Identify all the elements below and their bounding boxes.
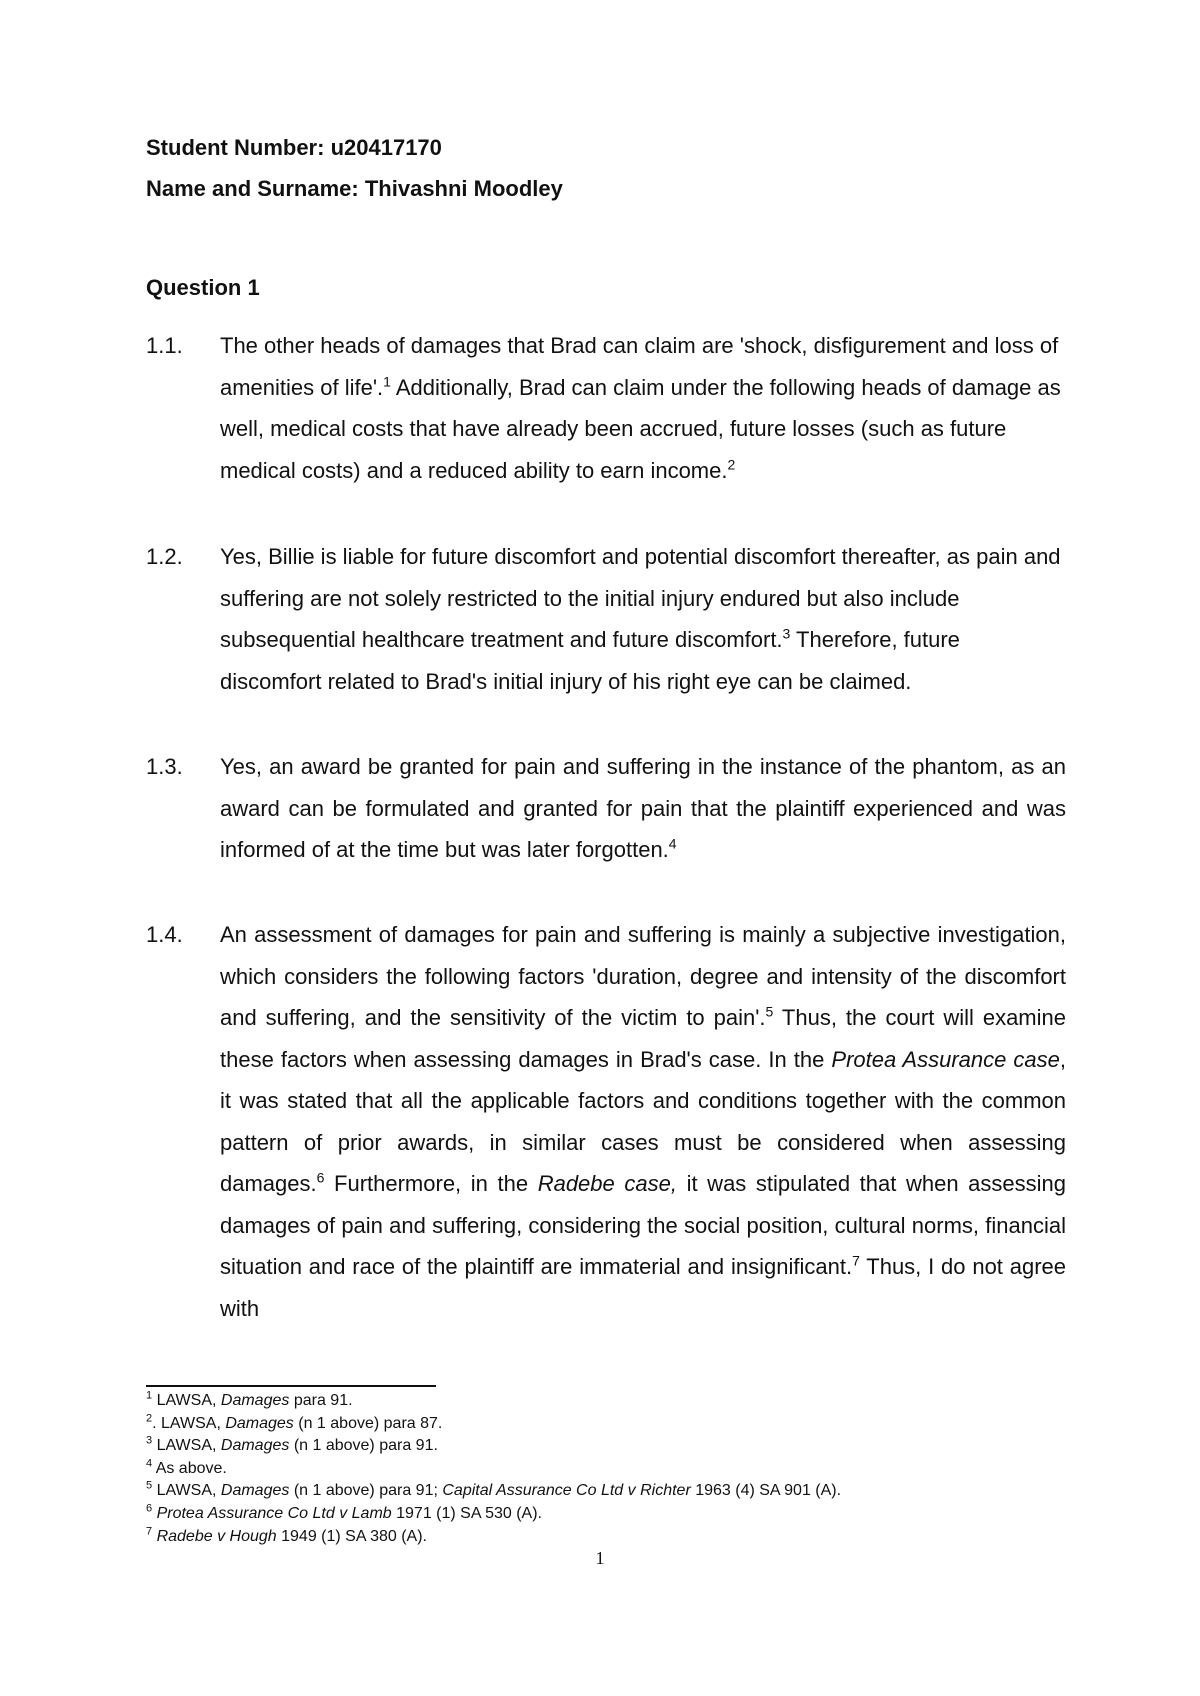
student-number-value: u20417170	[330, 135, 442, 160]
text-segment: it was stipulated that when assessing damages of pain and suffering, considering the social position, cultural norms, financial situation and race of the plaintiff are immaterial and insignificant.	[220, 1171, 1067, 1279]
text-segment: Thus, the court will examine these factors when assessing damages in Brad's case. In the	[220, 1005, 1066, 1072]
text-segment: Yes, an award be granted for pain and suffering in the instance of the phantom, as an award can be formulated and granted for pain that the plaintiff experienced and was informed of at the time but was later forgotten.	[220, 754, 1066, 862]
name-line	[146, 175, 563, 203]
item-text	[220, 746, 1066, 871]
item-text	[220, 536, 1066, 702]
text-segment: Yes, Billie is liable for future discomfort and potential discomfort thereafter, as pain and suffering are not solely restricted to the initial injury endured but also include subsequential healthcare treatment and future discomfort.	[220, 544, 1061, 652]
footnote: $^5$ LAWSA, Damages (n 1 above) para 91; Capital Assurance Co Ltd v Richter 1963 (4) SA 901 (A).	[146, 1480, 842, 1500]
item-text	[220, 325, 1066, 491]
text-segment: Furthermore, in the	[324, 1171, 538, 1196]
footnote-ref: 2	[727, 456, 736, 473]
footnote: $^4$ As above.	[146, 1457, 227, 1477]
footnote: $^1$ LAWSA, Damages para 91.	[146, 1389, 353, 1409]
footnote-separator	[146, 1385, 436, 1387]
footnote: $^6$ Protea Assurance Co Ltd v Lamb 1971 (1) SA 530 (A).	[146, 1502, 542, 1522]
item-number: 1.3.	[146, 754, 183, 779]
footnote-ref: 4	[668, 835, 677, 852]
page-number: 1	[595, 1548, 605, 1568]
case-name: Protea Assurance case	[831, 1046, 1060, 1072]
footnote: $^7$ Radebe v Hough 1949 (1) SA 380 (A).	[146, 1525, 427, 1545]
text-segment: The other heads of damages that Brad can claim are 'shock, disfigurement and loss of amenities of life'.	[220, 333, 1059, 400]
item-text	[220, 914, 1066, 1329]
student-number-line	[146, 134, 442, 162]
answer-1-1	[146, 325, 1066, 491]
item-number: 1.1.	[146, 333, 183, 358]
text-segment: An assessment of damages for pain and suffering is mainly a subjective investigation, which considers the following factors 'duration, degree and intensity of the discomfort and suffering, and the sensitivity of the victim to pain'.	[220, 922, 1066, 1030]
item-number: 1.4.	[146, 922, 183, 947]
footnote-ref: 6	[316, 1169, 325, 1186]
name-value: Thivashni Moodley	[364, 176, 563, 201]
footnotes	[146, 1390, 1066, 1548]
answer-1-2	[146, 536, 1066, 702]
text-segment: , it was stated that all the applicable factors and conditions together with the common pattern of prior awards, in similar cases must be considered when assessing damages.	[220, 1046, 1066, 1196]
case-name: Radebe case,	[537, 1171, 677, 1196]
footnote: $^3$ LAWSA, Damages (n 1 above) para 91.	[146, 1434, 438, 1455]
footnote-ref: 7	[852, 1252, 860, 1269]
answer-1-3	[146, 746, 1066, 871]
footnote-ref: 1	[383, 373, 391, 390]
student-number-label: Student Number:	[146, 135, 325, 160]
item-number: 1.2.	[146, 544, 183, 569]
text-segment: Thus, I do not agree with	[220, 1254, 1066, 1321]
name-label: Name and Surname:	[146, 176, 359, 201]
text-segment: Therefore, future discomfort related to Brad's initial injury of his right eye can be claimed.	[220, 627, 960, 694]
footnote-ref: 5	[765, 1003, 774, 1020]
answer-1-4	[146, 914, 1066, 1329]
question-heading: Question 1	[146, 275, 260, 300]
footnote-ref: 3	[782, 625, 791, 642]
footnote: $^2$. LAWSA, Damages (n 1 above) para 87.	[146, 1412, 443, 1432]
text-segment: Additionally, Brad can claim under the following heads of damage as well, medical costs that have already been accrued, future losses (such as future medical costs) and a reduced ability to earn income.	[220, 374, 1061, 483]
